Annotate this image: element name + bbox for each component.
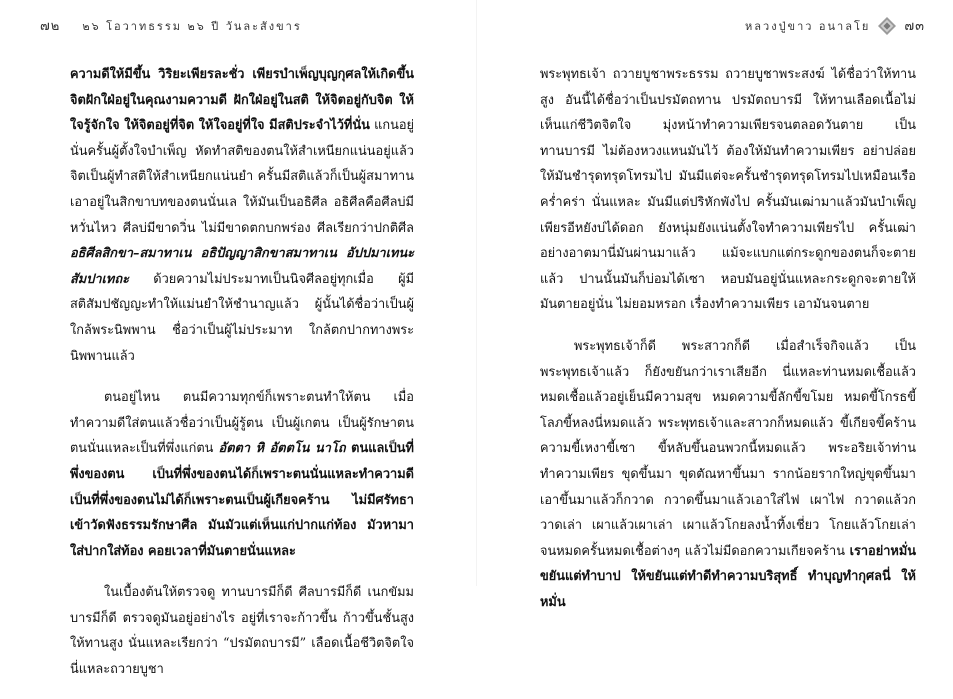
body-text-run: ด้วยความไม่ประมาทเป็นนิจศีลอยู่ทุกเมื่อ ผู้มีสติสัมปชัญญะทำให้แม่นยำให้ชำนาญแล้ว ผู้นั้นได้ชื่อว่าเป็นผู้ใกล้พระนิพพาน ชื่อว่าเป็นผู้ไม่ประมาท ใกล้ตกปากทางพระนิพพานแล้ว — [70, 271, 414, 364]
right-page — [477, 0, 953, 610]
right-running-title: หลวงปู่ขาว อนาลโย — [745, 19, 871, 33]
paragraph — [70, 580, 414, 682]
emphasized-text: ตนแลเป็นที่พึ่งของตน เป็นที่พึ่งของตนได้ก็เพราะตนนั่นแหละทำความดี เป็นที่พึ่งของตนไม่ได้ก็เพราะตนเป็นผู้เกียจคร้าน ไม่มีศรัทธาเข้าวัดฟังธรรมรักษาศีล มันมัวแต่เห็นแก่ปากแก่ท้อง มัวหามาใส่ปากใส่ท้อง คอยเวลาที่มันตายนั่นแหละ — [70, 441, 414, 559]
body-text-run: พระพุทธเจ้าก็ดี พระสาวกก็ดี เมื่อสำเร็จกิจแล้ว เป็นพระพุทธเจ้าแล้ว ก็ยังขยันกว่าเราเสียอีก นี่แหละท่านหมดเชื้อแล้ว หมดเชื้อแล้วอยู่เย็นมีความสุข หมดความขี้ลักขี้ขโมย หมดขี้โกรธขี้โลภขี้หลงนี่หมดแล้ว พระพุทธเจ้าและสาวกก็หมดแล้ว ขี้เกียจขี้คร้าน ความขี้เหงาขี้เซา ขี้หลับขึ้นอนพวกนี้หมดแล้ว พระอริยเจ้าท่านทำความเพียร ขุดขึ้นมา ขุดตัณหาขึ้นมา รากน้อยรากใหญ่ขุดขึ้นมา เอาขึ้นมาแล้วก็กวาด กวาดขึ้นมาแล้วเอาใส่ไฟ เผาไฟ กวาดแล้วกวาดเล่า เผาแล้วเผาเล่า เผาแล้วโกยลงน้ำทิ้งเชี่ยว โกยแล้วโกยเล่า จนหมดครั้นหมดเชื้อต่างๆ แล้วไม่มีดอกความเกียจคร้าน — [540, 338, 916, 559]
paragraph — [70, 385, 414, 564]
emphasized-text: เราอย่าหมั่นขยันแต่ทำบาป ให้ขยันแต่ทำดีทำความบริสุทธิ์ ทำบุญทำกุศลนี่ ให้หมั่น — [540, 543, 916, 610]
body-text-run: แกนอยู่นั่นครั้นผู้ตั้งใจบำเพ็ญ หัดทำสติของตนให้สำเหนียกแน่นอยู่แล้ว จิตเป็นผู้ทำสติให้สำเหนียกแน่นยำ ครั้นมีสติแล้วก็เป็นผู้สมาทานเอาอยู่ในสิกขาบทของตนนั่นเล ให้มันเป็นอธิศีล อธิศีลคือศีลบ่มีหวั่นไหว ศีลบ่มีขาดวิ่น ไม่มีขาดตกบกพร่อง ศีลเรียกว่าปกติศีล — [70, 118, 414, 236]
lotus-diamond-ornament-icon — [878, 17, 896, 35]
paragraph — [70, 62, 414, 369]
right-body-text — [540, 62, 916, 631]
right-running-head — [745, 15, 925, 36]
emphasized-text: ความดีให้มีขึ้น วิริยะเพียรละชั่ว เพียรบำเพ็ญบุญกุศลให้เกิดขึ้น จิตฝักใฝ่อยู่ในคุณงามความดี ฝักใฝ่อยู่ในสติ ให้จิตอยู่กับจิต ให้ใจรู้จักใจ ให้จิตอยู่ที่จิต ให้ใจอยู่ที่ใจ มีสติประจำไว้ที่นั่น — [70, 67, 414, 134]
pali-quote-text: อัตตา หิ อัตตโน นาโถ — [218, 441, 346, 457]
body-text-run: ในเบื้องต้นให้ตรวจดู ทานบารมีก็ดี ศีลบารมีก็ดี เนกขัมมบารมีก็ดี ตรวจดูมันอยู่อย่างไร อยู่ที่เราจะก้าวขึ้น ก้าวขึ้นชั้นสูง ให้ทานสูง นั่นแหละเรียกว่า “ปรมัตถบารมี” เลือดเนื้อชีวิตจิตใจนี่แหละถวายบูชา — [70, 585, 414, 678]
left-running-head — [40, 15, 302, 36]
body-text-run: ตนอยู่ไหน ตนมีความทุกข์ก็เพราะตนทำให้ตน เมื่อทำความดีใส่ตนแล้วชื่อว่าเป็นผู้รู้ตน เป็นผู้เกตน เป็นผู้รักษาตน ตนนั่นแหละเป็นที่พึ่งแก่ตน — [70, 390, 414, 457]
left-running-title: ๒๖ โอวาทธรรม ๒๖ ปี วันละสังขาร — [82, 20, 302, 33]
left-page — [0, 0, 476, 678]
left-body-text — [70, 62, 414, 699]
paragraph — [540, 62, 916, 318]
paragraph — [540, 334, 916, 616]
body-text-run: พระพุทธเจ้า ถวายบูชาพระธรรม ถวายบูชาพระสงฆ์ ได้ชื่อว่าให้ทานสูง อันนี้ได้ชื่อว่าเป็นปรมัตถทาน ปรมัตถบารมี ให้ทานเลือดเนื้อไม่เห็นแก่ชีวิตจิตใจ มุ่งหน้าทำความเพียรจนตลอดวันตาย เป็นทานบารมี ไม่ต้องหวงแหนมันไว้ ต้องให้มันทำความเพียร อย่าปล่อยให้มันชำรุดทรุดโทรมไป มันมีแต่จะครั้นชำรุดทรุดโทรมไปเหมือนเรือคร่ำคร่า นั่นแหละ มันมีแต่ปริหักพังไป ครั้นมันเฒ่ามาแล้วมันบำเพ็ญเพียรอีหยังบ่ได้ดอก ยังหนุ่มยังแน่นตั้งใจทำความเพียรไป ครั้นเฒ่าอย่างอาตมานี่มันผ่านมาแล้ว แม้จะแบกแต่กระดูกของตนก็จะตายแล้ว ปานนั้นมันก็บ่อมได้เซา หอบมันอยู่นั่นแหละกระดูกจะตายให้มันตายอยู่นั่น ไม่ยอมหรอก เรื่องทำความเพียร เอามันจนตาย — [540, 67, 916, 313]
pali-quote-text: อธิศีลสิกขา–สมาทาเน อธิปัญญาสิกขาสมาทาเน อัปปมาเทนะ สัมปาเทถะ — [70, 246, 414, 287]
left-page-number: ๗๒ — [40, 19, 61, 34]
right-page-number: ๗๓ — [904, 19, 925, 34]
